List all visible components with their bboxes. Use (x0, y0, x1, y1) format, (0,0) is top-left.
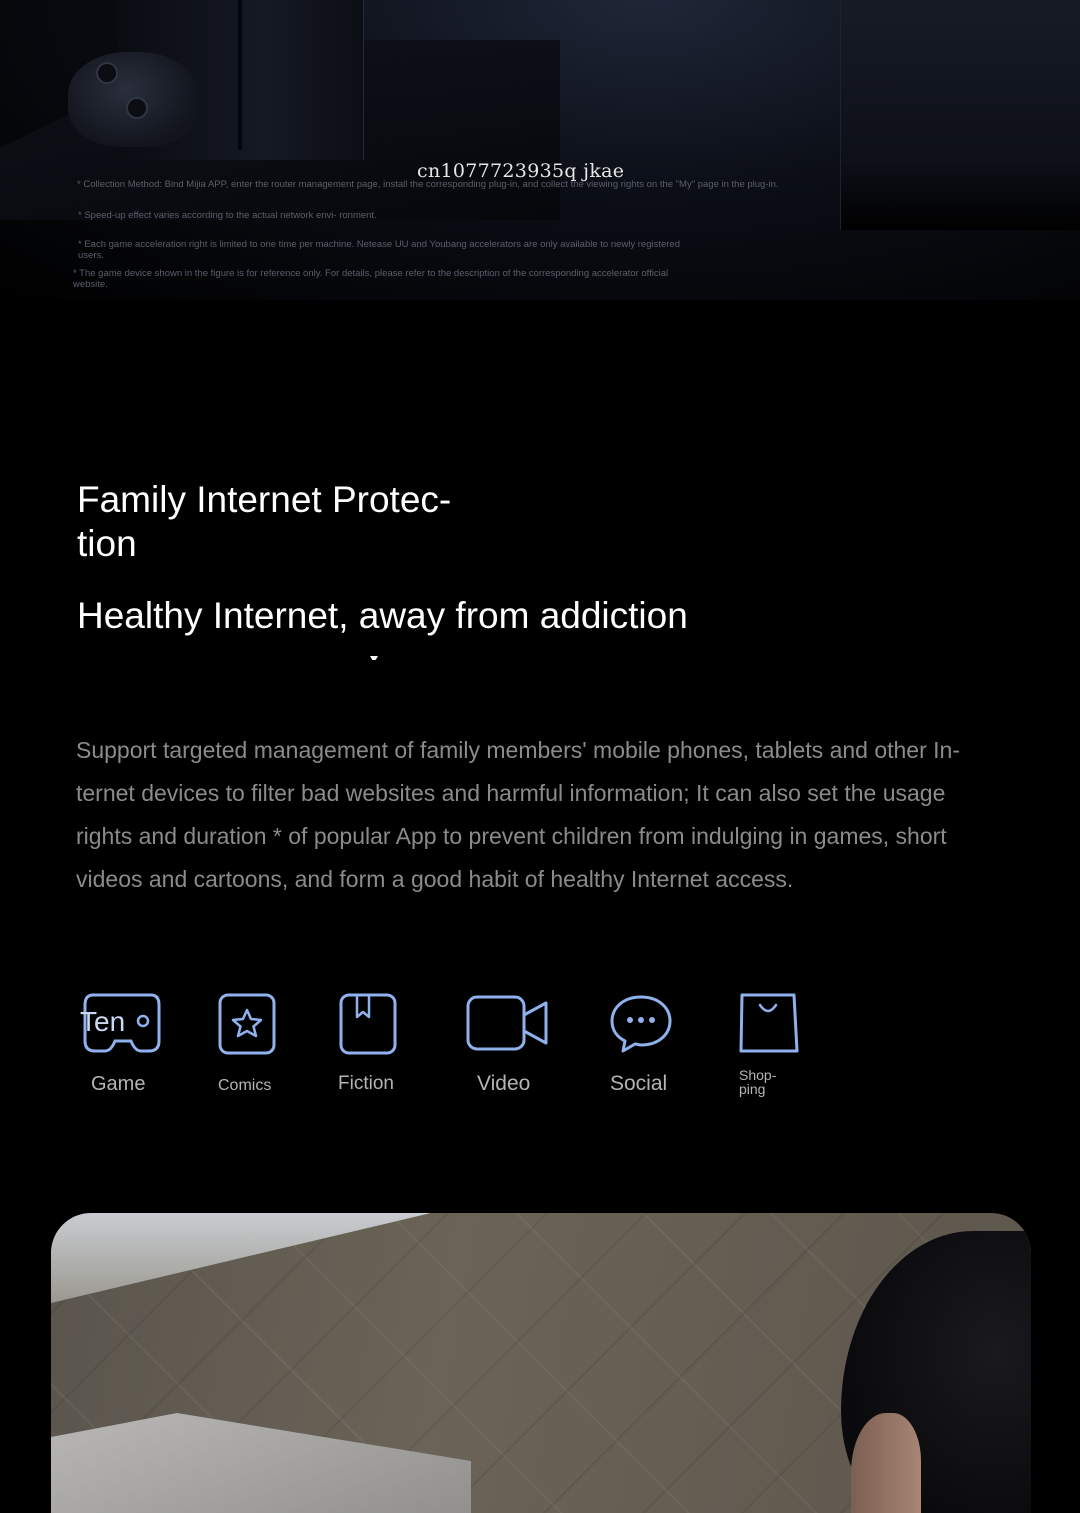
footnote-device-reference: * The game device shown in the figure is for reference only. For details, please refer to the description of the corresponding accelerator official website. (73, 268, 669, 290)
star-icon (218, 993, 276, 1055)
category-label-shopping: Shop- ping (739, 1067, 777, 1097)
video-camera-icon (466, 993, 550, 1055)
decorative-tick (370, 656, 378, 660)
person-face (851, 1413, 921, 1513)
family-photo (51, 1213, 1031, 1513)
section-description: Support targeted management of family members' mobile phones, tablets and other In- ternet devices to filter bad websites and harmful information; It can also set the usage rights and duration * of popular App to prevent children from indulging in games, short videos and cartoons, and form a good habit of healthy Internet access. (76, 737, 960, 892)
chat-bubbles-icon (609, 993, 673, 1055)
footnote-speed-up: * Speed-up effect varies according to the actual network envi- ronment. (78, 210, 377, 221)
category-label-comics: Comics (218, 1077, 272, 1094)
footnote-collection-method: * Collection Method: Bind Mijia APP, enter the router management page, install the corresponding plug-in, and collect the viewing rights on the "My" page in the plug-in. (77, 179, 779, 190)
section-title: Family Internet Protec- tion (77, 479, 452, 564)
footnote-acceleration-right: * Each game acceleration right is limited to one time per machine. Netease UU and Youbang accelerators are only available to newly registered users. (78, 239, 681, 261)
hero-wall (840, 0, 1080, 230)
category-label-fiction: Fiction (338, 1073, 394, 1094)
icon-overlay-text: Ten (80, 1006, 126, 1037)
book-icon (339, 993, 397, 1055)
category-label-video: Video (477, 1072, 531, 1095)
category-label-social: Social (610, 1072, 668, 1095)
section-subtitle: Healthy Internet, away from addiction (77, 595, 688, 636)
game-controller-image (68, 52, 198, 147)
shopping-bag-icon (738, 993, 800, 1055)
watermark-text: cn1077723935q jkae (417, 160, 625, 182)
category-label-game: Game (91, 1073, 146, 1095)
